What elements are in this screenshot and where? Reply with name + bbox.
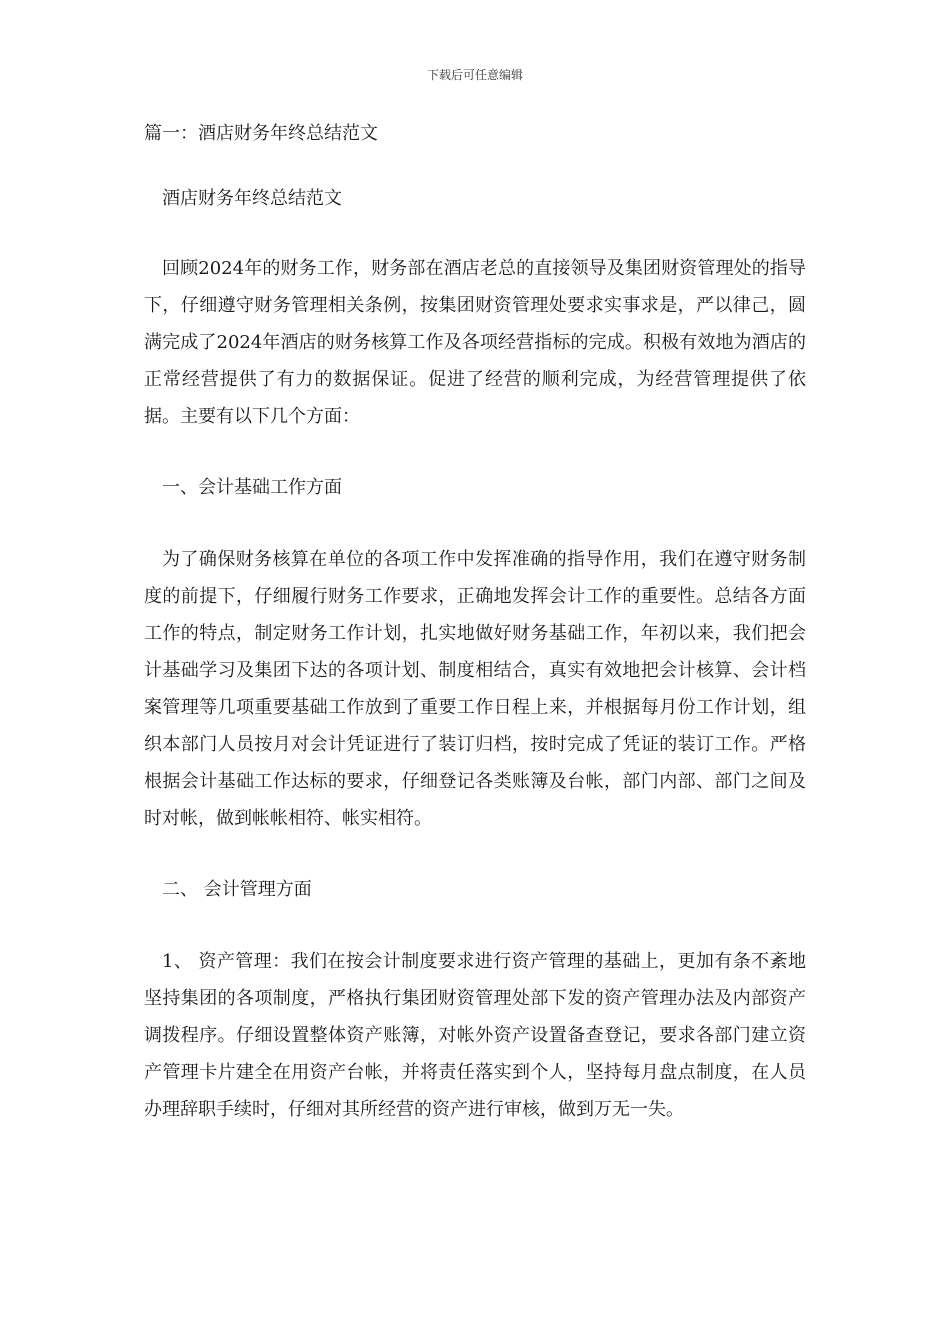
spacer	[144, 150, 806, 182]
document-body	[144, 118, 806, 1128]
section-title-accounting-management: 二、 会计管理方面	[162, 879, 312, 900]
document-heading: 篇一：酒店财务年终总结范文	[144, 123, 378, 144]
header-note: 下载后可任意编辑	[426, 68, 523, 82]
spacer	[144, 837, 806, 873]
spacer	[144, 216, 806, 250]
list-item-number: 1、	[162, 951, 193, 972]
spacer	[144, 907, 806, 943]
list-item-asset-management	[144, 943, 806, 1128]
document-subtitle: 酒店财务年终总结范文	[162, 188, 342, 209]
section-title-accounting-basics: 一、会计基础工作方面	[162, 477, 342, 498]
section-body-accounting-basics: 为了确保财务核算在单位的各项工作中发挥准确的指导作用，我们在遵守财务制度的前提下，仔细履行财务工作要求，正确地发挥会计工作的重要性。总结各方面工作的特点，制定财务工作计划，扎实地做好财务基础工作，年初以来，我们把会计基础学习及集团下达的各项计划、制度相结合，真实有效地把会计核算、会计档案管理等几项重要基础工作放到了重要工作日程上来，并根据每月份工作计划，组织本部门人员按月对会计凭证进行了装订归档，按时完成了凭证的装订工作。严格根据会计基础工作达标的要求，仔细登记各类账簿及台帐，部门内部、部门之间及时对帐，做到帐帐相符、帐实相符。	[144, 549, 806, 829]
intro-paragraph: 回顾2024年的财务工作，财务部在酒店老总的直接领导及集团财资管理处的指导下，仔细遵守财务管理相关条例，按集团财资管理处要求实事求是，严以律己，圆满完成了2024年酒店的财务核算工作及各项经营指标的完成。积极有效地为酒店的正常经营提供了有力的数据保证。促进了经营的顺利完成，为经营管理提供了依据。主要有以下几个方面：	[144, 258, 806, 427]
list-item-text: 资产管理：我们在按会计制度要求进行资产管理的基础上，更加有条不紊地坚持集团的各项制度，严格执行集团财资管理处部下发的资产管理办法及内部资产调拨程序。仔细设置整体资产账簿，对帐外资产设置备查登记，要求各部门建立资产管理卡片建全在用资产台帐，并将责任落实到个人，坚持每月盘点制度，在人员办理辞职手续时，仔细对其所经营的资产进行审核，做到万无一失。	[144, 951, 807, 1120]
spacer	[144, 505, 806, 541]
spacer	[144, 435, 806, 471]
